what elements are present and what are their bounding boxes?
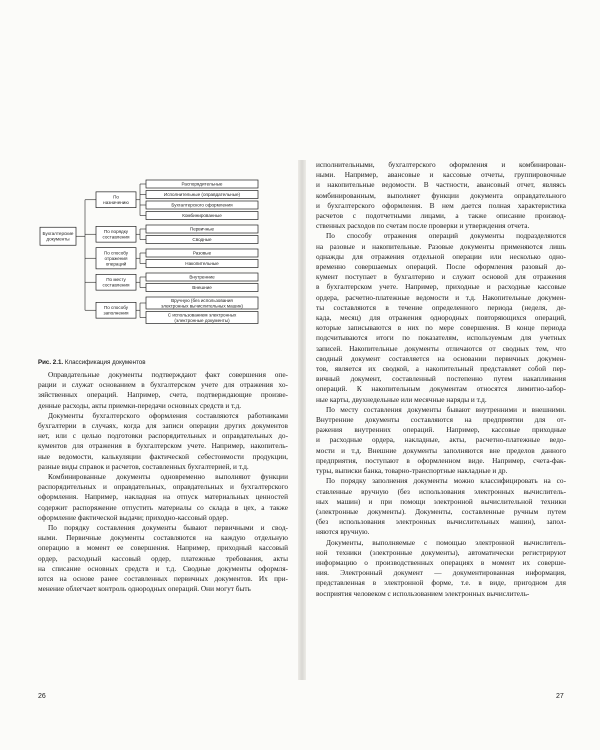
text-line: кументов для отражения в бухгалтерском учете. Например, накопитель- (38, 441, 288, 451)
text-line: и расходные ордера, накладные, акты, расчетно-платежные ведо- (316, 435, 566, 445)
text-line: предприятия, поступают в оформленном виде. Например, счета-фак- (316, 455, 566, 465)
classification-diagram (38, 178, 278, 356)
diagram-item-label: Бухгалтерского оформления (171, 202, 233, 208)
text-line: денные расходы, акты приемки-передачи основных средств и т.д. (38, 400, 242, 410)
diagram-group-label: отражения (104, 255, 128, 261)
figure-caption-number: Рис. 2.1. (38, 359, 64, 366)
text-line: исполнительными, бухгалтерского оформления и комбинирован- (316, 160, 566, 169)
text-line: (без использования электронных вычислительных машин), запол- (316, 517, 566, 527)
text-line: ными. Первичные документы составляются на каждую отдельную (38, 533, 288, 543)
diagram-item-label: (электронные документы) (174, 317, 230, 323)
diagram-group-label: назначению (103, 200, 129, 206)
diagram-root-label: Бухгалтерские (42, 231, 74, 237)
text-line: По способу отражения операций документы подразделяются (326, 231, 566, 241)
diagram-item-label: Исполнительные (оправдательные) (163, 192, 241, 198)
text-line: расчетов с подотчетными лицами, а также описание производ- (316, 211, 566, 221)
text-line: няются вручную. (316, 527, 370, 537)
right-page-paragraph (316, 231, 566, 404)
text-line: представленная в электронной форме, т.е. в виде, пригодном для (316, 578, 566, 588)
diagram-group-label: По месту (106, 277, 126, 283)
text-line: записей. Накопительные документы отличаются от сводных тем, что (316, 343, 566, 353)
diagram-item-label: Распорядительные (181, 181, 223, 187)
text-line: ной техники (электронные документы), автоматически регистрируют (316, 547, 566, 557)
text-line: ордер, расходный кассовый ордер, платежные требования, акты (38, 553, 288, 563)
text-line: бухгалтерии в случаях, когда для записи операции других документов (38, 421, 288, 431)
text-line: разные виды справок и расчетов, составленных бухгалтерией, и т.д. (38, 461, 249, 471)
text-line: ражения внутренних операций. Например, кассовые приходные (316, 425, 566, 435)
text-line: которые записываются в них по мере совершения. В конце периода (316, 323, 566, 333)
page-number-right: 27 (556, 693, 564, 700)
diagram-group-label: По способу (103, 305, 129, 311)
diagram-root-label: документы (46, 236, 70, 242)
text-line: и накопительные ведомости. В частности, авансовый отчет, являясь (316, 180, 566, 190)
text-line: Оправдательные документы подтверждают факт совершения опе- (48, 370, 288, 379)
text-line: нет, или с целью подготовки распорядительных и оправдательных до- (38, 431, 288, 441)
text-line: подсчитываются итоги по показателям, используемым для учетных (316, 333, 566, 343)
text-line: операций. К накопительным документам относятся лимитно-забор- (316, 384, 566, 394)
text-line: (электронные документы). Документы, составленные ручным путем (316, 506, 566, 516)
figure-caption-text: Классификация документов (64, 359, 146, 366)
right-page-paragraph (316, 405, 566, 476)
text-line: ными. Например, авансовые и кассовые отчеты, группировочные (316, 170, 566, 180)
text-line: када, месяц) для отражения однородных повторяющихся операций, (316, 313, 566, 323)
text-line: распорядительных и оправдательных, оправдательных и бухгалтерского (38, 482, 288, 492)
diagram-group-label: заполнения (103, 310, 129, 316)
diagram-item-label: Сводные (192, 237, 212, 243)
text-line: ставленные вручную (без использования электронных вычислитель- (316, 486, 566, 496)
text-line: рации и служат основанием в бухгалтерском учете для отражения хо- (38, 380, 288, 390)
diagram-item-label: Комбинированные (182, 213, 222, 219)
diagram-group-label: составления (102, 282, 130, 288)
diagram-item-label: Внешние (192, 285, 212, 291)
text-line: мости и т.д. Внешние документы заполняются вне пределов данного (316, 445, 566, 455)
text-line: ются на основе ранее составленных первичных документов. Их при- (38, 574, 288, 584)
page-number-left: 26 (38, 693, 46, 700)
diagram-item-label: Разовые (192, 250, 212, 256)
diagram-item-label: Внутренние (189, 274, 215, 280)
text-line: содержит распоряжение отпустить материалы со склада в цех, а также (38, 502, 288, 512)
text-line: Внутренние документы составляются на предприятии для от- (316, 415, 566, 425)
diagram-item-label: Первичные (189, 226, 215, 232)
text-line: зяйственных операций. Например, счета, подтверждающие произве- (38, 390, 288, 400)
right-page-paragraph (316, 160, 566, 231)
diagram-group-label: операций (105, 261, 127, 267)
text-line: ордера, расчетно-платежные ведомости и т.д. Накопительные докумен- (316, 292, 566, 302)
text-line: ния. Электронный документ — документированная информация, (316, 568, 566, 578)
text-line: операцию в момент ее совершения. Например, приходный кассовый (38, 543, 288, 553)
left-page-paragraph (38, 411, 288, 472)
diagram-item-label: Вручную (без использования (171, 297, 233, 303)
left-page-text (38, 370, 288, 594)
text-line: По порядку составления документы бывают первичными и свод- (48, 523, 288, 533)
left-page-paragraph (38, 472, 288, 523)
book-gutter (298, 160, 306, 680)
text-line: однажды для отражения отдельной операции или несколько одно- (316, 251, 566, 261)
text-line: на списание основных средств и т.д. Сводные документы оформля- (38, 563, 288, 573)
figure-caption (38, 359, 288, 366)
diagram-item-label: Накопительные (185, 261, 219, 267)
text-line: Документы бухгалтерского оформления составляются работниками (48, 410, 288, 420)
text-line: временно совершаемых операций. После оформления разовый до- (316, 262, 566, 272)
text-line: комбинированным, выполняет функции документа оправдательного (316, 190, 566, 200)
text-line: ные ведомости, калькуляции фактической себестоимости продукции, (38, 451, 288, 461)
diagram-svg (38, 178, 278, 356)
diagram-group-label: составления (102, 234, 130, 240)
text-line: сводный документ составляется на основании первичных докумен- (316, 353, 566, 363)
right-page-paragraph (316, 538, 566, 599)
text-line: Документы, выполняемые с помощью электронной вычислитель- (326, 537, 566, 547)
text-line: и бухгалтерского оформления. В нем дается полная характеристика (316, 200, 566, 210)
text-line: тов, является их сводкой, а накопительный представляет собой пер- (316, 364, 566, 374)
diagram-item-label: электронных вычислительных машин) (161, 303, 243, 309)
left-page-paragraph (38, 523, 288, 594)
text-line: ные карты, двухнедельные или месячные наряды и т.д. (316, 394, 487, 404)
text-line: По месту составления документы бывают внутренними и внешними. (326, 404, 566, 414)
text-line: ственных расходов по счетам после проверки и утверждения отчета. (316, 221, 530, 231)
text-line: на разовые и накопительные. Разовые документы применяются лишь (316, 241, 566, 251)
text-line: оформления. Например, накладная на отпуск материальных ценностей (38, 492, 288, 502)
text-line: восприятия человеком с использованием электронных вычислитель- (316, 588, 530, 598)
text-line: вичный документ, составленный постепенно путем накапливания (316, 374, 566, 384)
text-line: ных машин) и при помощи электронной вычислительной техники (316, 496, 566, 506)
text-line: информацию о производственных операциях в момент их соверше- (316, 557, 566, 567)
text-line: менение облегчает контроль однородных операций. Они могут быть (38, 584, 251, 594)
text-line: ты составляются в течение определенного периода (неделя, де- (316, 302, 566, 312)
diagram-item-label: С использованием электронных (167, 312, 237, 318)
text-line: По порядку заполнения документы можно классифицировать на со- (326, 476, 566, 486)
right-page-text (316, 160, 566, 599)
text-line: кумент поступает в бухгалтерию и служит основой для отражения (316, 272, 566, 282)
diagram-group-label: По порядку (103, 229, 129, 235)
diagram-group-label: По способу (103, 250, 129, 256)
left-page-paragraph (38, 370, 288, 411)
text-line: в бухгалтерском учете. Например, приходные и расходные кассовые (316, 282, 566, 292)
right-page-paragraph (316, 476, 566, 537)
text-line: туры, выписки банка, товарно-транспортные накладные и др. (316, 466, 508, 476)
text-line: оформление фактической выдачи; приходно-кассовый ордер. (38, 512, 229, 522)
diagram-group-label: По (113, 194, 119, 200)
text-line: Комбинированные документы одновременно выполняют функции (48, 472, 288, 482)
